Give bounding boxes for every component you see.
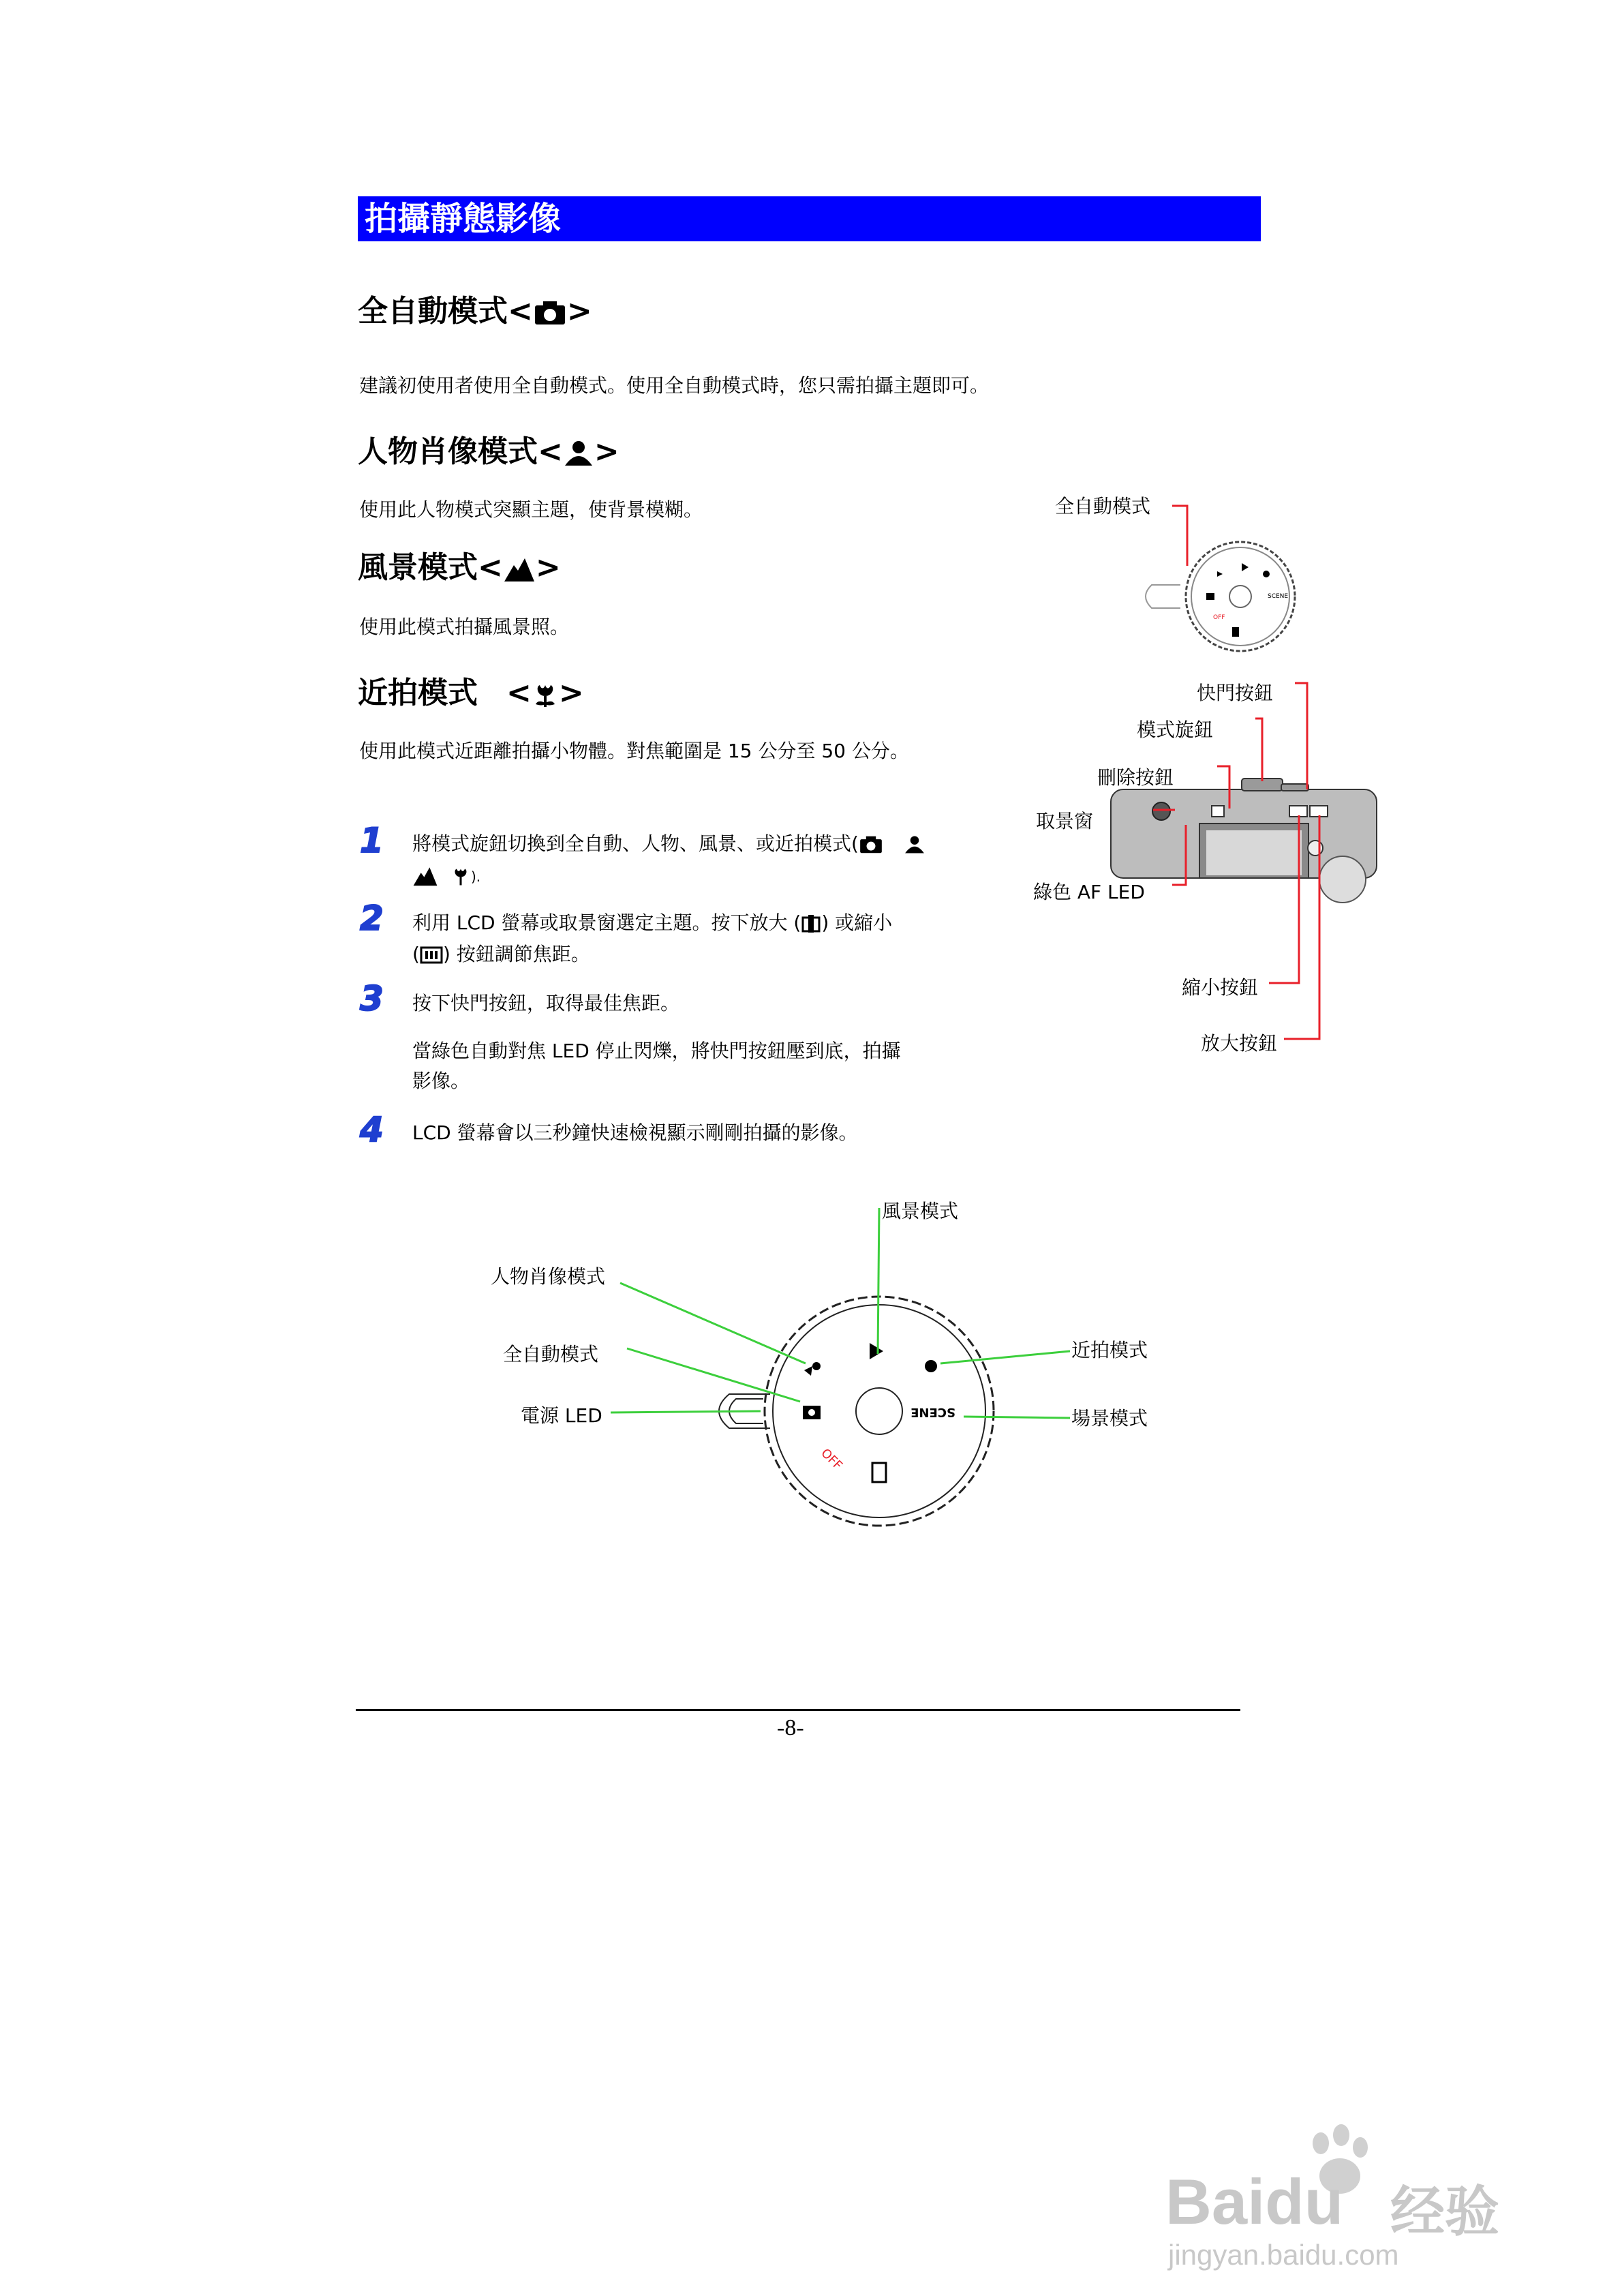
label-af-led: 綠色 AF LED — [1033, 881, 1145, 903]
step-number-4: 4 — [360, 1110, 384, 1149]
camera-icon — [533, 299, 567, 327]
auto-mode-text: 建議初使用者使用全自動模式。使用全自動模式時，您只需拍攝主題即可。 — [359, 374, 990, 397]
watermark-cn: 经验 — [1390, 2181, 1499, 2242]
heading-auto-mode: 全自動模式< > — [358, 294, 592, 329]
mode-dial-diagram — [600, 1200, 1090, 1527]
step-2-line2: ( ) 按鈕調節焦距。 — [412, 943, 590, 965]
label-landscape-mode: 風景模式 — [882, 1200, 959, 1222]
watermark — [1152, 2120, 1533, 2270]
label-power-led: 電源 LED — [521, 1404, 602, 1427]
macro-mode-text: 使用此模式近距離拍攝小物體。對焦範圍是 15 公分至 50 公分。 — [359, 740, 909, 762]
label-shutter-button: 快門按鈕 — [1197, 682, 1274, 704]
step-4-line1: LCD 螢幕會以三秒鐘快速檢視顯示剛剛拍攝的影像。 — [412, 1121, 858, 1144]
banner-title: 拍攝靜態影像 — [365, 200, 562, 238]
step-3-sub1: 當綠色自動對焦 LED 停止閃爍，將快門按鈕壓到底，拍攝 — [412, 1040, 901, 1062]
heading-macro-mode: 近拍模式 < > — [358, 676, 584, 710]
mode-dial[interactable] — [765, 1297, 994, 1526]
flower-icon — [925, 1360, 937, 1372]
step-number-3: 3 — [360, 979, 384, 1018]
heading-portrait-mode: 人物肖像模式< > — [358, 434, 619, 469]
step-2-line1: 利用 LCD 螢幕或取景窗選定主題。按下放大 ( ) 或縮小 — [412, 911, 893, 934]
dial-off-label: OFF — [818, 1446, 845, 1473]
zoom-out-icon — [420, 946, 443, 965]
portrait-icon — [904, 834, 925, 855]
step-1-line2: ). — [412, 862, 480, 890]
label-scene-mode: 場景模式 — [1071, 1407, 1148, 1430]
label-auto-mode-top: 全自動模式 — [1055, 495, 1151, 517]
watermark-brand: Baidu — [1165, 2166, 1344, 2237]
portrait-icon — [563, 440, 594, 467]
label-auto-mode: 全自動模式 — [503, 1343, 599, 1365]
step-number-1: 1 — [360, 821, 384, 860]
label-viewfinder: 取景窗 — [1036, 810, 1094, 832]
step-1-line1: 將模式旋鈕切換到全自動、人物、風景、或近拍模式( — [412, 830, 925, 858]
camera-icon — [859, 834, 883, 855]
zoom-in-icon — [801, 913, 821, 934]
svg-text:SCENE: SCENE — [1268, 593, 1289, 600]
camera-back-diagram — [1090, 675, 1383, 1057]
label-zoom-in: 放大按鈕 — [1201, 1032, 1278, 1055]
landscape-mode-text: 使用此模式拍攝風景照。 — [359, 616, 570, 638]
dial-scene-label: SCENE — [911, 1405, 955, 1419]
mountain-icon — [503, 556, 536, 583]
label-delete-button: 刪除按鈕 — [1097, 766, 1174, 789]
step-number-2: 2 — [360, 898, 384, 938]
label-zoom-out: 縮小按鈕 — [1182, 976, 1259, 999]
watermark-url: jingyan.baidu.com — [1168, 2239, 1399, 2271]
portrait-mode-text: 使用此人物模式突顯主題，使背景模糊。 — [359, 498, 703, 521]
label-portrait-mode: 人物肖像模式 — [491, 1265, 606, 1288]
mountain-icon — [412, 865, 438, 887]
camera-top-diagram — [1131, 498, 1315, 661]
svg-text:OFF: OFF — [1213, 614, 1225, 621]
label-macro-mode: 近拍模式 — [1071, 1339, 1148, 1361]
step-3-sub2: 影像。 — [412, 1070, 470, 1092]
heading-landscape-mode: 風景模式< > — [358, 550, 561, 585]
page-number: -8- — [777, 1715, 804, 1740]
flower-icon — [532, 681, 559, 708]
footer-rule — [356, 1709, 1240, 1711]
section-banner — [358, 196, 1261, 241]
flower-icon — [450, 866, 471, 886]
label-mode-dial: 模式旋鈕 — [1137, 719, 1214, 741]
step-3-line1: 按下快門按鈕，取得最佳焦距。 — [412, 992, 680, 1014]
